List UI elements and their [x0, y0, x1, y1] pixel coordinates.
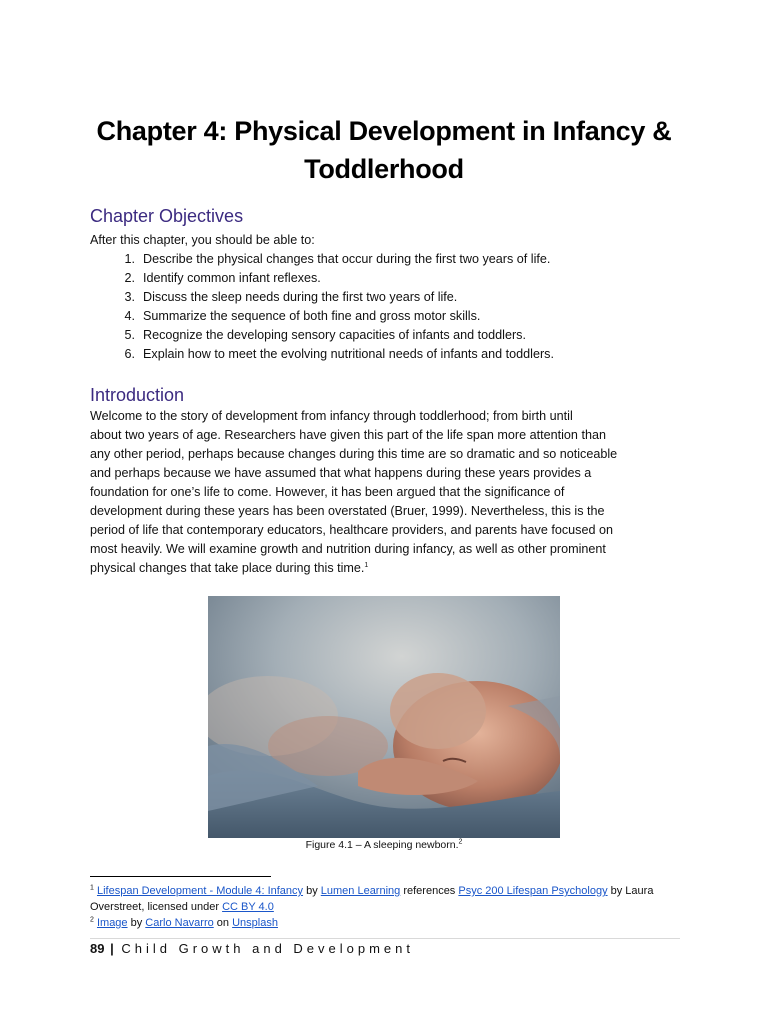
- footnote-link-lumen-learning[interactable]: Lumen Learning: [320, 885, 401, 897]
- footnote-2: $^2$ Image by Carlo Navarro on Unsplash: [90, 916, 278, 929]
- figure-caption: Figure 4.1 – A sleeping newborn.$^2$: [305, 838, 463, 851]
- running-title: Child Growth and Development: [121, 941, 415, 956]
- objective-item: 5. Recognize the developing sensory capacities of infants and toddlers.: [124, 328, 526, 342]
- objectives-heading: Chapter Objectives: [90, 206, 244, 226]
- objective-item: 4. Summarize the sequence of both fine and gross motor skills.: [124, 309, 481, 323]
- intro-line: any other period, perhaps because changes during this time are so dramatic and so noticeable: [90, 447, 618, 461]
- objective-item: 2. Identify common infant reflexes.: [124, 271, 321, 285]
- footnote-ref[interactable]: 1: [364, 561, 369, 569]
- intro-line-last: physical changes that take place during this time.$^1$: [90, 561, 369, 575]
- footnote-link-lifespan-development[interactable]: Lifespan Development - Module 4: Infancy: [96, 885, 304, 897]
- footnote-1: $^1$ Lifespan Development - Module 4: Infancy by Lumen Learning references Psyc 200 Lifespan Psychology by Laura: [90, 884, 654, 897]
- objectives-list: [90, 250, 554, 364]
- introduction-paragraph: [90, 407, 680, 578]
- intro-line: and perhaps because we have assumed that what happens during these years provides a: [90, 466, 592, 480]
- objective-item: 3. Discuss the sleep needs during the first two years of life.: [124, 290, 458, 304]
- footnote-separator: [90, 876, 271, 877]
- objective-item: 6. Explain how to meet the evolving nutritional needs of infants and toddlers.: [124, 347, 554, 361]
- footer-separator: |: [110, 941, 114, 956]
- intro-line: most heavily. We will examine growth and nutrition during infancy, as well as other prominent: [90, 542, 606, 556]
- intro-line: Welcome to the story of development from infancy through toddlerhood; from birth until: [90, 409, 573, 423]
- footnote-1-continued: Overstreet, licensed under CC BY 4.0: [90, 901, 274, 913]
- chapter-title-line-1: Chapter 4: Physical Development in Infancy &: [96, 116, 672, 146]
- intro-line: period of life that contemporary educators, healthcare providers, and parents have focused on: [90, 523, 613, 537]
- footnote-link-license[interactable]: CC BY 4.0: [222, 901, 274, 913]
- chapter-title: [60, 112, 708, 188]
- page-number: 89: [90, 941, 105, 956]
- footnote-link-unsplash[interactable]: Unsplash: [232, 917, 278, 929]
- footnote-link-psyc-200[interactable]: Psyc 200 Lifespan Psychology: [458, 885, 608, 897]
- objectives-lead: After this chapter, you should be able to:: [90, 233, 315, 247]
- chapter-title-line-2: Toddlerhood: [304, 154, 464, 184]
- footnote-link-image[interactable]: Image: [96, 917, 128, 929]
- intro-line: development during these years has been overstated (Bruer, 1999). Nevertheless, this is the: [90, 504, 605, 518]
- footnotes: [90, 883, 690, 931]
- objective-item: 1. Describe the physical changes that occur during the first two years of life.: [124, 252, 551, 266]
- footnote-link-carlo-navarro[interactable]: Carlo Navarro: [145, 917, 214, 929]
- intro-line: about two years of age. Researchers have given this part of the life span more attention than: [90, 428, 606, 442]
- page-footer: [90, 941, 414, 956]
- intro-line: foundation for one’s life to come. However, it has been argued that the significance of: [90, 485, 565, 499]
- footer-divider: [90, 938, 680, 939]
- newborn-illustration: [208, 596, 560, 838]
- footnote-ref[interactable]: 2: [458, 838, 463, 846]
- introduction-heading: Introduction: [90, 385, 185, 405]
- sleeping-newborn-photo: [208, 596, 560, 838]
